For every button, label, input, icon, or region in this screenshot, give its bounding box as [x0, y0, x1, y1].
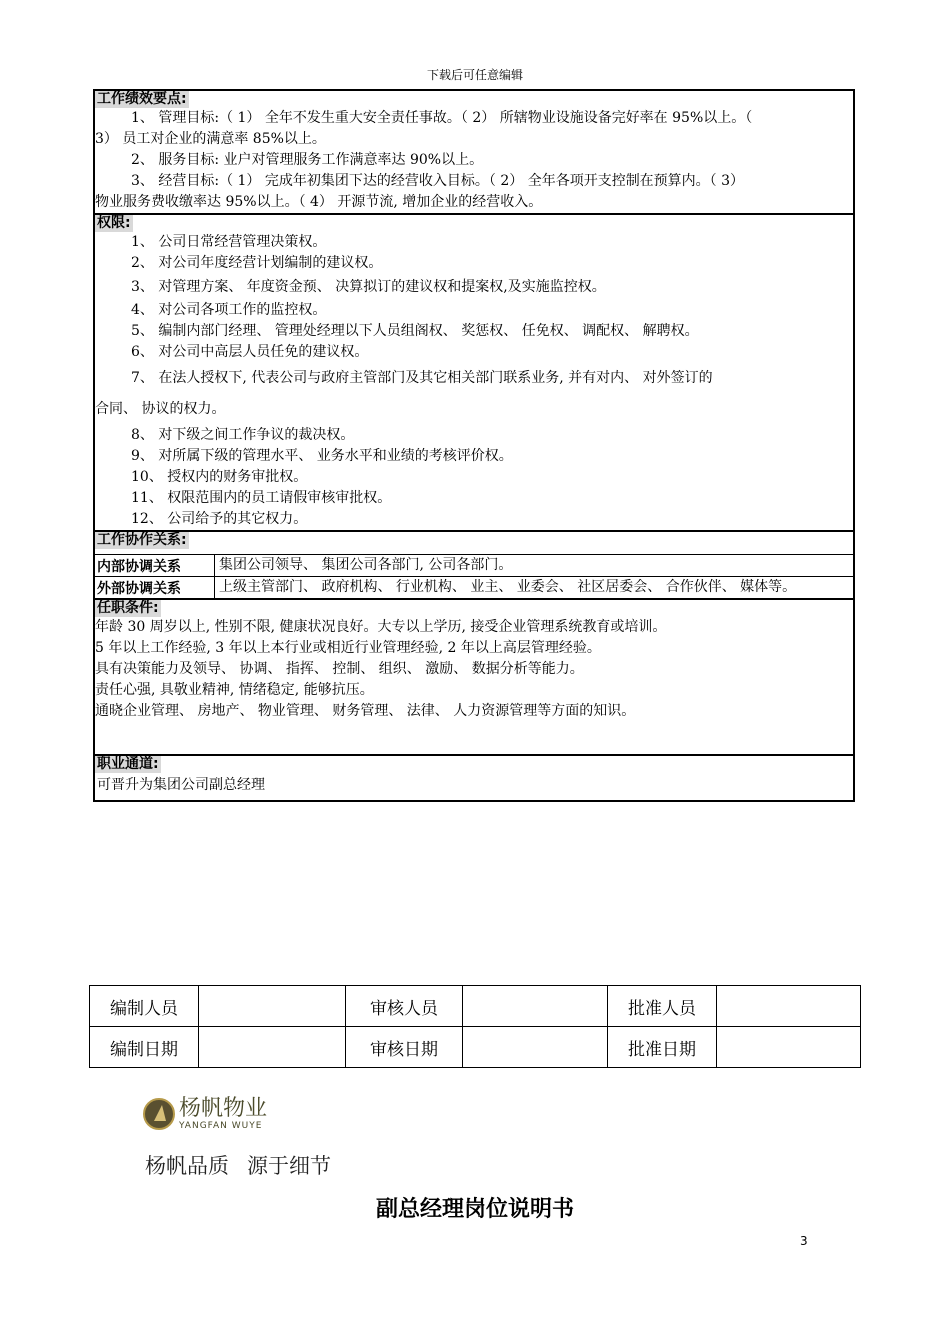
logo-chinese-name: 杨帆物业	[179, 1096, 268, 1121]
performance-title: 工作绩效要点:	[97, 91, 187, 107]
qualifications-title: 任职条件:	[97, 600, 159, 616]
authority-item: 2、 对公司年度经营计划编制的建议权。	[131, 255, 383, 271]
header-note: 下载后可任意编辑	[426, 68, 523, 82]
company-slogan	[145, 1150, 349, 1180]
compile-date-label: 编制日期	[90, 1027, 199, 1068]
compile-date-field[interactable]	[199, 1027, 346, 1068]
authority-title: 权限:	[97, 215, 131, 231]
cooperation-section	[95, 532, 853, 600]
authority-item: 6、 对公司中高层人员任免的建议权。	[131, 344, 369, 360]
qualification-line: 责任心强, 具敬业精神, 情绪稳定, 能够抗压。	[95, 682, 374, 698]
review-date-field[interactable]	[463, 1027, 608, 1068]
approve-date-label: 批准日期	[608, 1027, 717, 1068]
qualification-line: 5 年以上工作经验, 3 年以上本行业或相近行业管理经验, 2 年以上高层管理经验。	[95, 640, 601, 656]
performance-line: 物业服务费收缴率达 95%以上。（ 4） 开源节流, 增加企业的经营收入。	[95, 194, 543, 210]
qualification-line: 具有决策能力及领导、 协调、 指挥、 控制、 组织、 激励、 数据分析等能力。	[95, 661, 584, 677]
internal-coordination-value: 集团公司领导、 集团公司各部门, 公司各部门。	[219, 557, 513, 573]
cooperation-title: 工作协作关系:	[97, 532, 187, 548]
authority-item: 10、 授权内的财务审批权。	[131, 469, 308, 485]
external-coordination-row	[95, 576, 853, 598]
authority-item: 1、 公司日常经营管理决策权。	[131, 234, 327, 250]
company-logo	[143, 1097, 267, 1131]
reviewer-field[interactable]	[463, 986, 608, 1027]
qualification-line: 年龄 30 周岁以上, 性别不限, 健康状况良好。大专以上学历, 接受企业管理系统教育或培训。	[95, 619, 667, 635]
authority-section	[95, 215, 853, 532]
slogan-part: 杨帆品质	[145, 1154, 229, 1178]
authority-item: 11、 权限范围内的员工请假审核审批权。	[131, 490, 392, 506]
career-text: 可晋升为集团公司副总经理	[97, 777, 265, 793]
performance-section	[95, 91, 853, 215]
authority-item: 3、 对管理方案、 年度资金预、 决算拟订的建议权和提案权,及实施监控权。	[131, 279, 606, 295]
career-title: 职业通道:	[97, 756, 159, 772]
signoff-row-personnel	[90, 986, 861, 1027]
performance-line: 2、 服务目标: 业户对管理服务工作满意率达 90%以上。	[131, 152, 484, 168]
page-number: 3	[800, 1234, 808, 1248]
qualifications-section	[95, 600, 853, 756]
review-date-label: 审核日期	[346, 1027, 463, 1068]
compiler-field[interactable]	[199, 986, 346, 1027]
approver-label: 批准人员	[608, 986, 717, 1027]
authority-item: 4、 对公司各项工作的监控权。	[131, 302, 327, 318]
document-title: 副总经理岗位说明书	[375, 1197, 574, 1222]
signoff-table	[89, 985, 861, 1068]
performance-line: 3） 员工对企业的满意率 85%以上。	[95, 131, 326, 147]
authority-item: 12、 公司给予的其它权力。	[131, 511, 308, 527]
signoff-row-dates	[90, 1027, 861, 1068]
sail-logo-icon	[143, 1098, 175, 1130]
logo-english-name: YANGFAN WUYE	[179, 1121, 263, 1131]
authority-item: 8、 对下级之间工作争议的裁决权。	[131, 427, 355, 443]
qualification-line: 通晓企业管理、 房地产、 物业管理、 财务管理、 法律、 人力资源管理等方面的知识。	[95, 703, 636, 719]
internal-coordination-label: 内部协调关系	[95, 555, 215, 576]
performance-line: 3、 经营目标:（ 1） 完成年初集团下达的经营收入目标。（ 2） 全年各项开支控制在预算内。（ 3）	[131, 173, 745, 189]
authority-item: 合同、 协议的权力。	[95, 401, 226, 417]
reviewer-label: 审核人员	[346, 986, 463, 1027]
authority-item: 7、 在法人授权下, 代表公司与政府主管部门及其它相关部门联系业务, 并有对内、 对外签订的	[131, 370, 713, 386]
job-description-table	[93, 89, 855, 802]
external-coordination-label: 外部协调关系	[95, 577, 215, 598]
performance-line: 1、 管理目标:（ 1） 全年不发生重大安全责任事故。（ 2） 所辖物业设施设备完好率在 95%以上。（	[131, 110, 753, 126]
career-section	[95, 756, 853, 800]
approve-date-field[interactable]	[717, 1027, 861, 1068]
external-coordination-value: 上级主管部门、 政府机构、 行业机构、 业主、 业委会、 社区居委会、 合作伙伴、 媒体等。	[219, 579, 797, 595]
authority-item: 5、 编制内部门经理、 管理处经理以下人员组阁权、 奖惩权、 任免权、 调配权、 解聘权。	[131, 323, 699, 339]
slogan-part: 源于细节	[247, 1154, 331, 1178]
approver-field[interactable]	[717, 986, 861, 1027]
internal-coordination-row	[95, 554, 853, 576]
authority-item: 9、 对所属下级的管理水平、 业务水平和业绩的考核评价权。	[131, 448, 513, 464]
compiler-label: 编制人员	[90, 986, 199, 1027]
